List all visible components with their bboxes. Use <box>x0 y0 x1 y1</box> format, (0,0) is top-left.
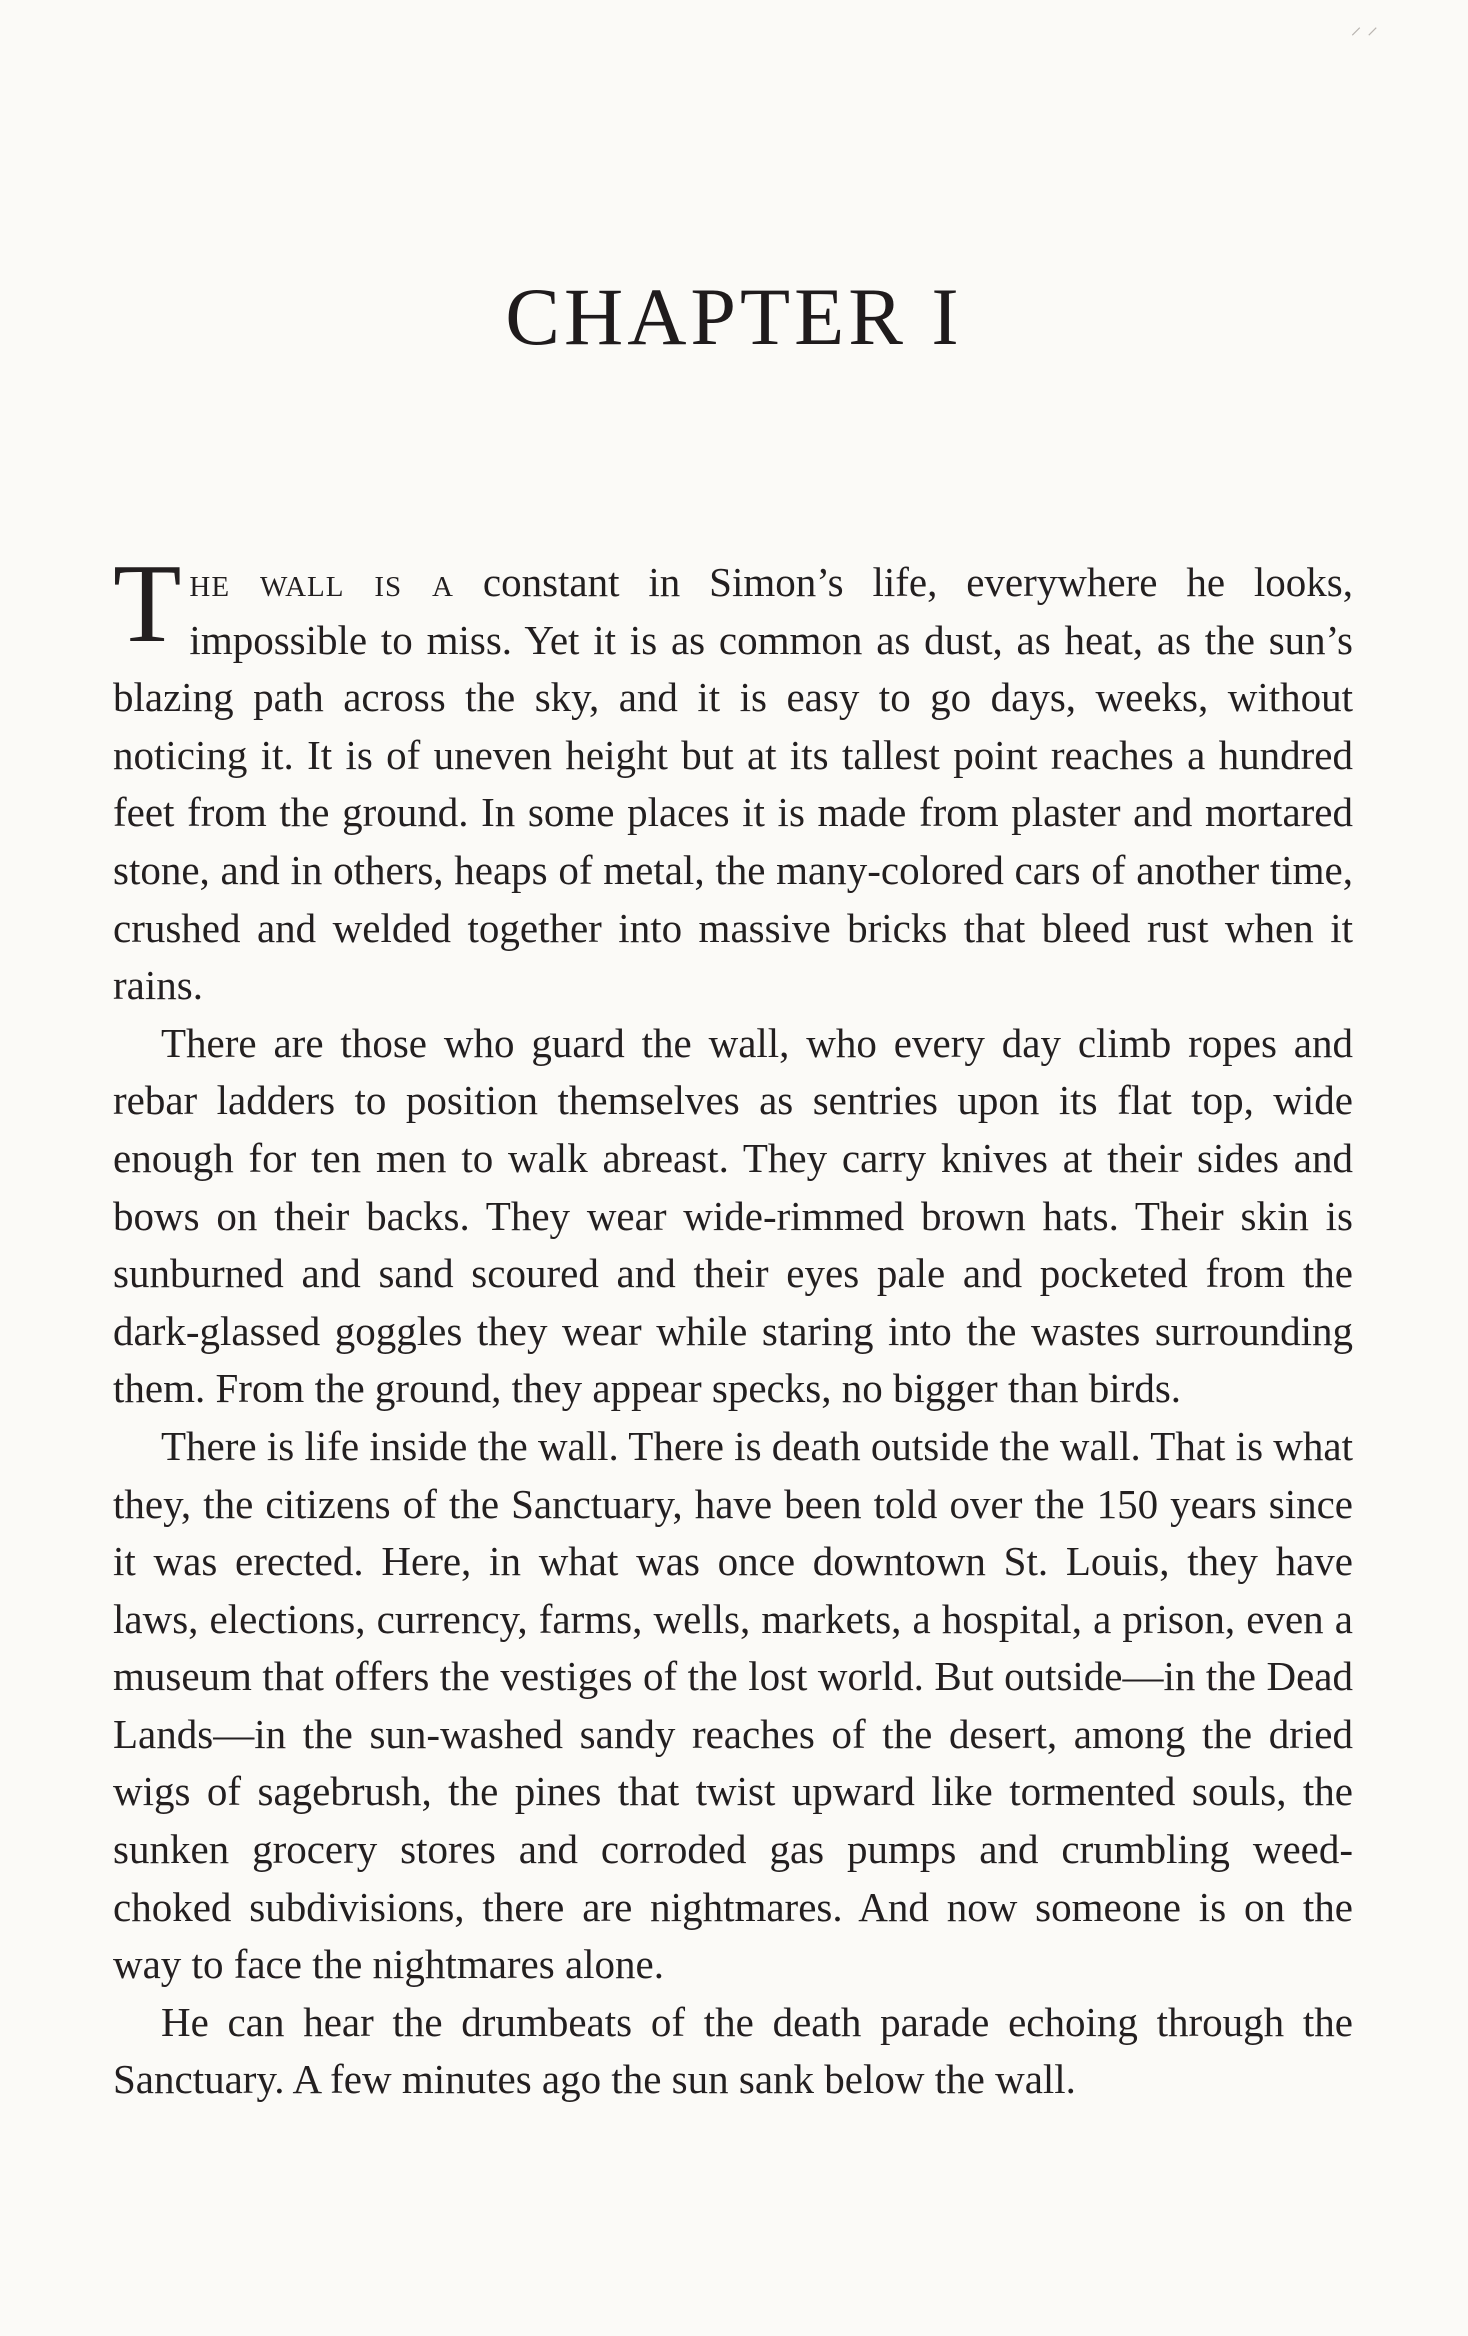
paragraph-1 <box>113 542 1353 1015</box>
paragraph-4: He can hear the drumbeats of the death parade echoing through the Sanctuary. A few minutes ago the sun sank below the wall. <box>113 1998 1353 2103</box>
chapter-body <box>113 542 1353 2109</box>
stray-mark: ⸍ ⸍ <box>1350 23 1378 48</box>
chapter-title: CHAPTER I <box>505 271 963 362</box>
drop-cap: T <box>113 542 182 666</box>
paragraph-3: There is life inside the wall. There is death outside the wall. That is what they, the citizens of the Sanctuary, have been told over the 150 years since it was erected. Here, in what was once downtown St. Louis, they have laws, elections, currency, farms, wells, markets, a hospital, a prison, even a museum that offers the vestiges of the lost world. But outside—in the Dead Lands—in the sun-washed sandy reaches of the desert, among the dried wigs of sagebrush, the pines that twist upward like tormented souls, the sunken grocery stores and corroded gas pumps and crumbling weed-choked subdivisions, there are nightmares. And now someone is on the way to face the nightmares alone. <box>113 1422 1353 1988</box>
small-caps-lead: he wall is a <box>189 559 454 605</box>
paragraph-1-text: constant in Simon’s life, everywhere he looks, impossible to miss. Yet it is as common as dust, as heat, as the sun’s blazing path across the sky, and it is easy to go days, weeks, without noticing it. It is of uneven height but at its tallest point reaches a hundred feet from the ground. In some places it is made from plaster and mortared stone, and in others, heaps of metal, the many-colored cars of another time, crushed and welded together into massive bricks that bleed rust when it rains. <box>113 559 1353 1009</box>
paragraph-2: There are those who guard the wall, who every day climb ropes and rebar ladders to position themselves as sentries upon its flat top, wide enough for ten men to walk abreast. They carry knives at their sides and bows on their backs. They wear wide-rimmed brown hats. Their skin is sunburned and sand scoured and their eyes pale and pocketed from the dark-glassed goggles they wear while staring into the wastes surrounding them. From the ground, they appear specks, no bigger than birds. <box>113 1019 1353 1412</box>
